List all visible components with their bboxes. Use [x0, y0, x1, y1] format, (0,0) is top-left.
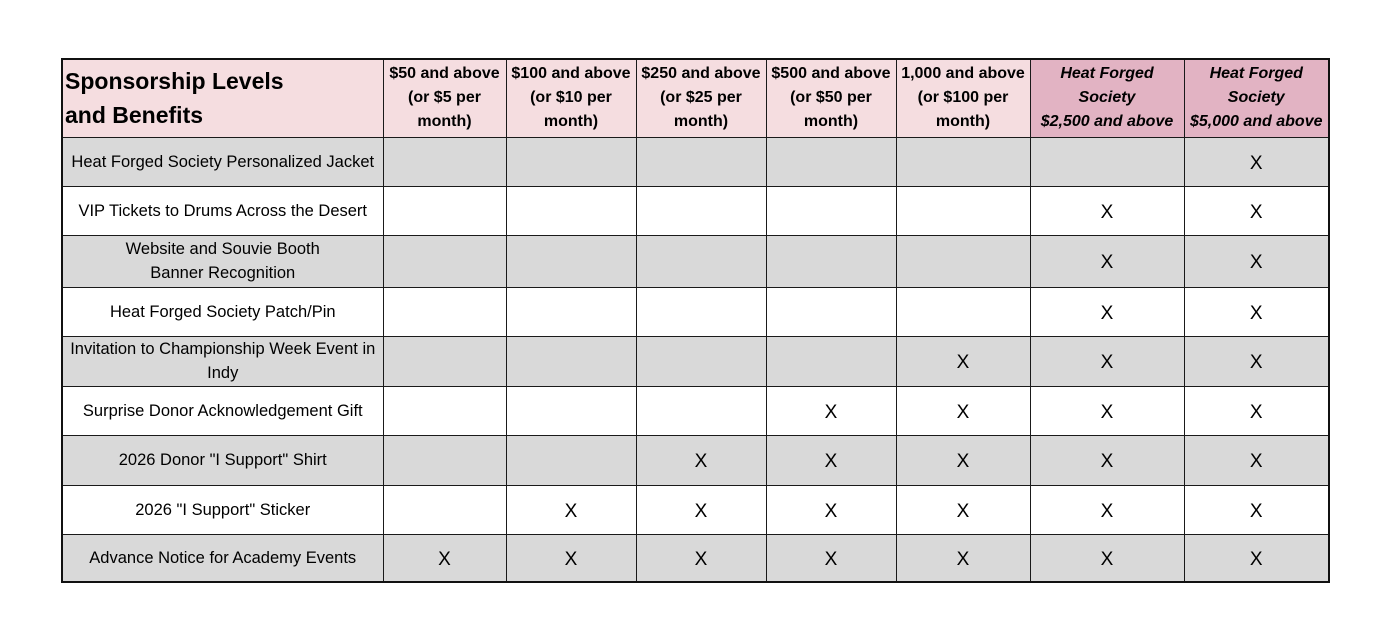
benefit-mark	[506, 186, 636, 235]
benefit-cell	[62, 287, 383, 336]
benefit-label: 2026 Donor "I Support" Shirt	[118, 451, 327, 469]
benefit-mark: X	[896, 386, 1030, 435]
column-header-line: (or $25 per	[660, 89, 742, 107]
column-header-2	[506, 59, 636, 137]
table-body	[62, 137, 1329, 582]
benefit-mark: X	[896, 435, 1030, 485]
benefit-mark	[506, 235, 636, 287]
benefit-mark: X	[636, 485, 766, 534]
benefit-label: Banner Recognition	[150, 264, 296, 282]
benefit-mark: X	[1030, 186, 1184, 235]
benefit-mark	[766, 336, 896, 386]
benefit-label: Website and Souvie Booth	[125, 240, 320, 258]
benefit-mark	[506, 287, 636, 336]
column-header-line: $2,500 and above	[1040, 113, 1174, 131]
table-row	[62, 386, 1329, 435]
header-row	[62, 59, 1329, 137]
benefit-mark: X	[1184, 287, 1329, 336]
benefit-label: Heat Forged Society Patch/Pin	[109, 302, 336, 321]
benefit-mark	[506, 386, 636, 435]
benefit-mark: X	[896, 336, 1030, 386]
benefit-mark	[506, 336, 636, 386]
benefit-cell	[62, 186, 383, 235]
benefit-cell	[62, 386, 383, 435]
benefit-mark: X	[766, 485, 896, 534]
benefit-label: 2026 "I Support" Sticker	[135, 500, 311, 519]
column-header-1	[383, 59, 506, 137]
benefit-mark	[636, 287, 766, 336]
benefit-mark: X	[506, 485, 636, 534]
benefit-mark: X	[1030, 485, 1184, 534]
column-header-line: Society	[1078, 89, 1136, 107]
benefit-label: Indy	[207, 364, 239, 382]
benefit-mark	[636, 137, 766, 186]
benefit-mark: X	[1184, 336, 1329, 386]
column-header-line: $250 and above	[641, 65, 761, 83]
benefit-mark	[383, 137, 506, 186]
column-header-line: $5,000 and above	[1189, 113, 1323, 131]
benefit-mark: X	[383, 534, 506, 582]
column-header-line: month)	[803, 113, 859, 131]
column-header-line: (or $100 per	[917, 89, 1009, 107]
column-header-line: Heat Forged	[1209, 65, 1303, 83]
benefit-mark: X	[766, 435, 896, 485]
benefit-mark: X	[506, 534, 636, 582]
column-header-line: (or $10 per	[530, 89, 612, 107]
column-header-line: $100 and above	[511, 65, 631, 83]
column-header-line: month)	[543, 113, 599, 131]
column-header-line: $500 and above	[771, 65, 891, 83]
column-header-line: Society	[1227, 89, 1285, 107]
benefit-cell	[62, 534, 383, 582]
column-header-5	[896, 59, 1030, 137]
column-header-4	[766, 59, 896, 137]
benefit-mark	[383, 235, 506, 287]
benefit-mark	[896, 137, 1030, 186]
sponsorship-table	[61, 58, 1330, 583]
benefit-mark: X	[1030, 287, 1184, 336]
table-title	[62, 59, 383, 137]
table-row	[62, 235, 1329, 287]
benefit-label: VIP Tickets to Drums Across the Desert	[78, 201, 368, 220]
column-header-line: 1,000 and above	[901, 65, 1025, 83]
benefit-mark	[383, 485, 506, 534]
benefit-mark	[896, 235, 1030, 287]
table-row	[62, 485, 1329, 534]
column-header-6	[1030, 59, 1184, 137]
column-header-line: $50 and above	[389, 65, 500, 83]
benefit-mark	[766, 186, 896, 235]
table-title-line2: and Benefits	[65, 102, 204, 129]
benefit-label: Advance Notice for Academy Events	[89, 548, 357, 567]
benefit-mark: X	[896, 485, 1030, 534]
benefit-mark: X	[1184, 137, 1329, 186]
benefit-mark: X	[1184, 435, 1329, 485]
benefit-mark: X	[1184, 186, 1329, 235]
benefit-mark	[383, 435, 506, 485]
benefit-mark	[636, 386, 766, 435]
benefit-mark: X	[766, 534, 896, 582]
column-header-line: month)	[935, 113, 991, 131]
benefit-mark	[766, 137, 896, 186]
benefit-mark	[896, 287, 1030, 336]
table-row	[62, 336, 1329, 386]
benefit-mark: X	[1030, 336, 1184, 386]
benefit-mark: X	[1030, 386, 1184, 435]
benefit-mark: X	[1184, 534, 1329, 582]
column-header-line: month)	[417, 113, 472, 131]
table-row	[62, 534, 1329, 582]
benefit-mark	[383, 386, 506, 435]
benefit-mark	[766, 287, 896, 336]
benefit-label: Surprise Donor Acknowledgement Gift	[82, 401, 363, 420]
benefit-mark: X	[1030, 435, 1184, 485]
benefit-mark	[383, 336, 506, 386]
benefit-mark	[636, 336, 766, 386]
benefit-cell	[62, 485, 383, 534]
benefit-mark: X	[1030, 534, 1184, 582]
benefit-label: Heat Forged Society Personalized Jacket	[71, 152, 375, 171]
column-header-7	[1184, 59, 1329, 137]
table-row	[62, 287, 1329, 336]
benefit-mark: X	[1030, 235, 1184, 287]
benefit-mark: X	[896, 534, 1030, 582]
column-header-line: (or $5 per	[408, 89, 481, 107]
benefit-mark: X	[1184, 485, 1329, 534]
benefit-mark	[383, 287, 506, 336]
benefit-mark	[383, 186, 506, 235]
benefit-mark: X	[1184, 386, 1329, 435]
benefit-label: Invitation to Championship Week Event in	[70, 340, 376, 358]
benefit-mark: X	[636, 435, 766, 485]
benefit-cell	[62, 336, 383, 386]
benefit-mark	[506, 435, 636, 485]
benefit-mark: X	[766, 386, 896, 435]
benefit-mark	[766, 235, 896, 287]
benefit-mark: X	[636, 534, 766, 582]
benefit-mark	[506, 137, 636, 186]
benefit-mark	[1030, 137, 1184, 186]
table-title-line1: Sponsorship Levels	[65, 68, 284, 95]
column-header-3	[636, 59, 766, 137]
benefit-cell	[62, 435, 383, 485]
benefit-mark	[896, 186, 1030, 235]
column-header-line: (or $50 per	[790, 89, 872, 107]
column-header-line: month)	[673, 113, 729, 131]
benefit-mark: X	[1184, 235, 1329, 287]
benefit-mark	[636, 186, 766, 235]
benefit-cell	[62, 235, 383, 287]
column-header-line: Heat Forged	[1060, 65, 1154, 83]
table-row	[62, 435, 1329, 485]
table-row	[62, 186, 1329, 235]
benefit-mark	[636, 235, 766, 287]
benefit-cell	[62, 137, 383, 186]
table-row	[62, 137, 1329, 186]
